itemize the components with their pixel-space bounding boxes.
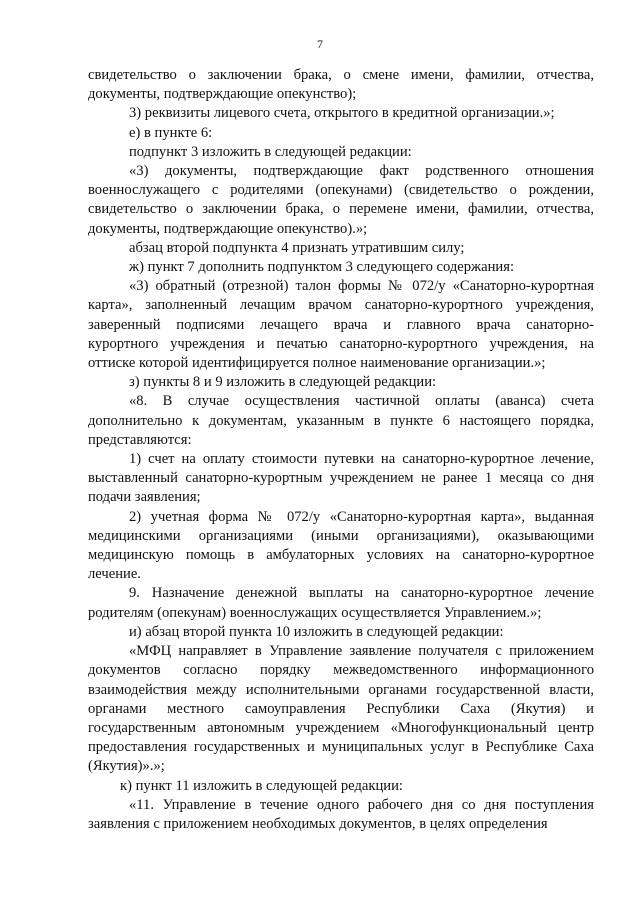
paragraph — [88, 373, 594, 392]
text-line: лечение. — [88, 566, 141, 583]
text-line: абзац второй подпункта 4 признать утратившим силу; — [129, 239, 465, 256]
paragraph — [88, 277, 594, 373]
text-line: взаимодействия между исполнительными органами государственной власти, — [88, 681, 594, 698]
paragraph — [88, 124, 594, 143]
text-line: (Якутия)».»; — [88, 758, 165, 775]
text-line: государственным автономным учреждением «Многофункциональный центр — [88, 719, 594, 736]
text-line: курортного учреждения и печатью санаторно-курортного учреждения, на — [88, 335, 594, 352]
text-line: документы, подтверждающие опекунство); — [88, 86, 357, 103]
text-line: к) пункт 11 изложить в следующей редакции: — [120, 777, 403, 794]
text-line: родителям (опекунам) военнослужащих осуществляется Управлением.»; — [88, 604, 542, 621]
text-line: предоставления государственных и муниципальных услуг в Республике Саха — [88, 739, 594, 756]
text-line: «МФЦ направляет в Управление заявление получателя с приложением — [129, 643, 594, 660]
text-line: «3) обратный (отрезной) талон формы № 072/у «Санаторно-курортная — [129, 278, 594, 295]
paragraph — [88, 104, 594, 123]
text-line: медицинскими организациями (иными организациями), оказывающими — [88, 527, 594, 544]
text-line: ж) пункт 7 дополнить подпунктом 3 следующего содержания: — [129, 259, 515, 276]
text-line: «8. В случае осуществления частичной оплаты (аванса) счета — [129, 393, 594, 410]
paragraph — [88, 162, 594, 239]
text-line: документы, подтверждающие опекунство).»; — [88, 220, 368, 237]
text-line: свидетельство о заключении брака, о смене имени, фамилии, отчества, — [88, 67, 594, 83]
paragraph — [88, 239, 594, 258]
text-line: карта», заполненный лечащим врачом санаторно-курортного учреждения, — [88, 297, 594, 314]
text-line: «11. Управление в течение одного рабочего дня со дня поступления — [129, 796, 594, 813]
text-line: 1) счет на оплату стоимости путевки на санаторно-курортное лечение, — [129, 451, 594, 468]
text-line: документов согласно порядку межведомственного информационного — [88, 662, 594, 679]
text-line: оттиске которой идентифицируется полное наименование организации.»; — [88, 355, 546, 372]
text-line: органами местного самоуправления Республики Саха (Якутия) и — [88, 700, 594, 717]
text-line: 9. Назначение денежной выплаты на санаторно-курортное лечение — [129, 585, 594, 602]
text-line: и) абзац второй пункта 10 изложить в следующей редакции: — [129, 623, 504, 640]
text-line: заверенный подписями лечащего врача и главного врача санаторно- — [88, 316, 594, 333]
text-line: заявления с приложением необходимых документов, в целях определения — [88, 815, 548, 832]
text-line: з) пункты 8 и 9 изложить в следующей редакции: — [129, 374, 437, 391]
document-body — [88, 66, 594, 834]
text-line: е) в пункте 6: — [129, 124, 213, 141]
text-line: военнослужащего с родителями (опекунами) (свидетельство о рождении, — [88, 182, 594, 199]
paragraph — [88, 796, 594, 834]
paragraph — [88, 450, 594, 508]
paragraph — [88, 777, 594, 796]
text-line: медицинскую помощь в амбулаторных условиях на санаторно-курортное — [88, 547, 594, 564]
text-line: подачи заявления; — [88, 489, 201, 506]
text-line: выставленный санаторно-курортным учреждением не ранее 1 месяца со дня — [88, 470, 594, 487]
page-number: 7 — [317, 37, 323, 51]
paragraph — [88, 623, 594, 642]
text-line: 3) реквизиты лицевого счета, открытого в кредитной организации.»; — [129, 105, 555, 122]
paragraph — [88, 66, 594, 104]
text-line: представляются: — [88, 431, 192, 448]
text-line: дополнительно к документам, указанным в пункте 6 настоящего порядка, — [88, 412, 594, 429]
paragraph — [88, 258, 594, 277]
paragraph — [88, 143, 594, 162]
paragraph — [88, 392, 594, 450]
paragraph — [88, 584, 594, 622]
text-line: подпункт 3 изложить в следующей редакции: — [129, 143, 412, 160]
paragraph — [88, 642, 594, 776]
text-line: свидетельство о заключении брака, о перемене имени, фамилии, отчества, — [88, 201, 594, 218]
text-line: 2) учетная форма № 072/у «Санаторно-курортная карта», выданная — [129, 508, 594, 525]
paragraph — [88, 508, 594, 585]
text-line: «3) документы, подтверждающие факт родственного отношения — [129, 163, 594, 180]
